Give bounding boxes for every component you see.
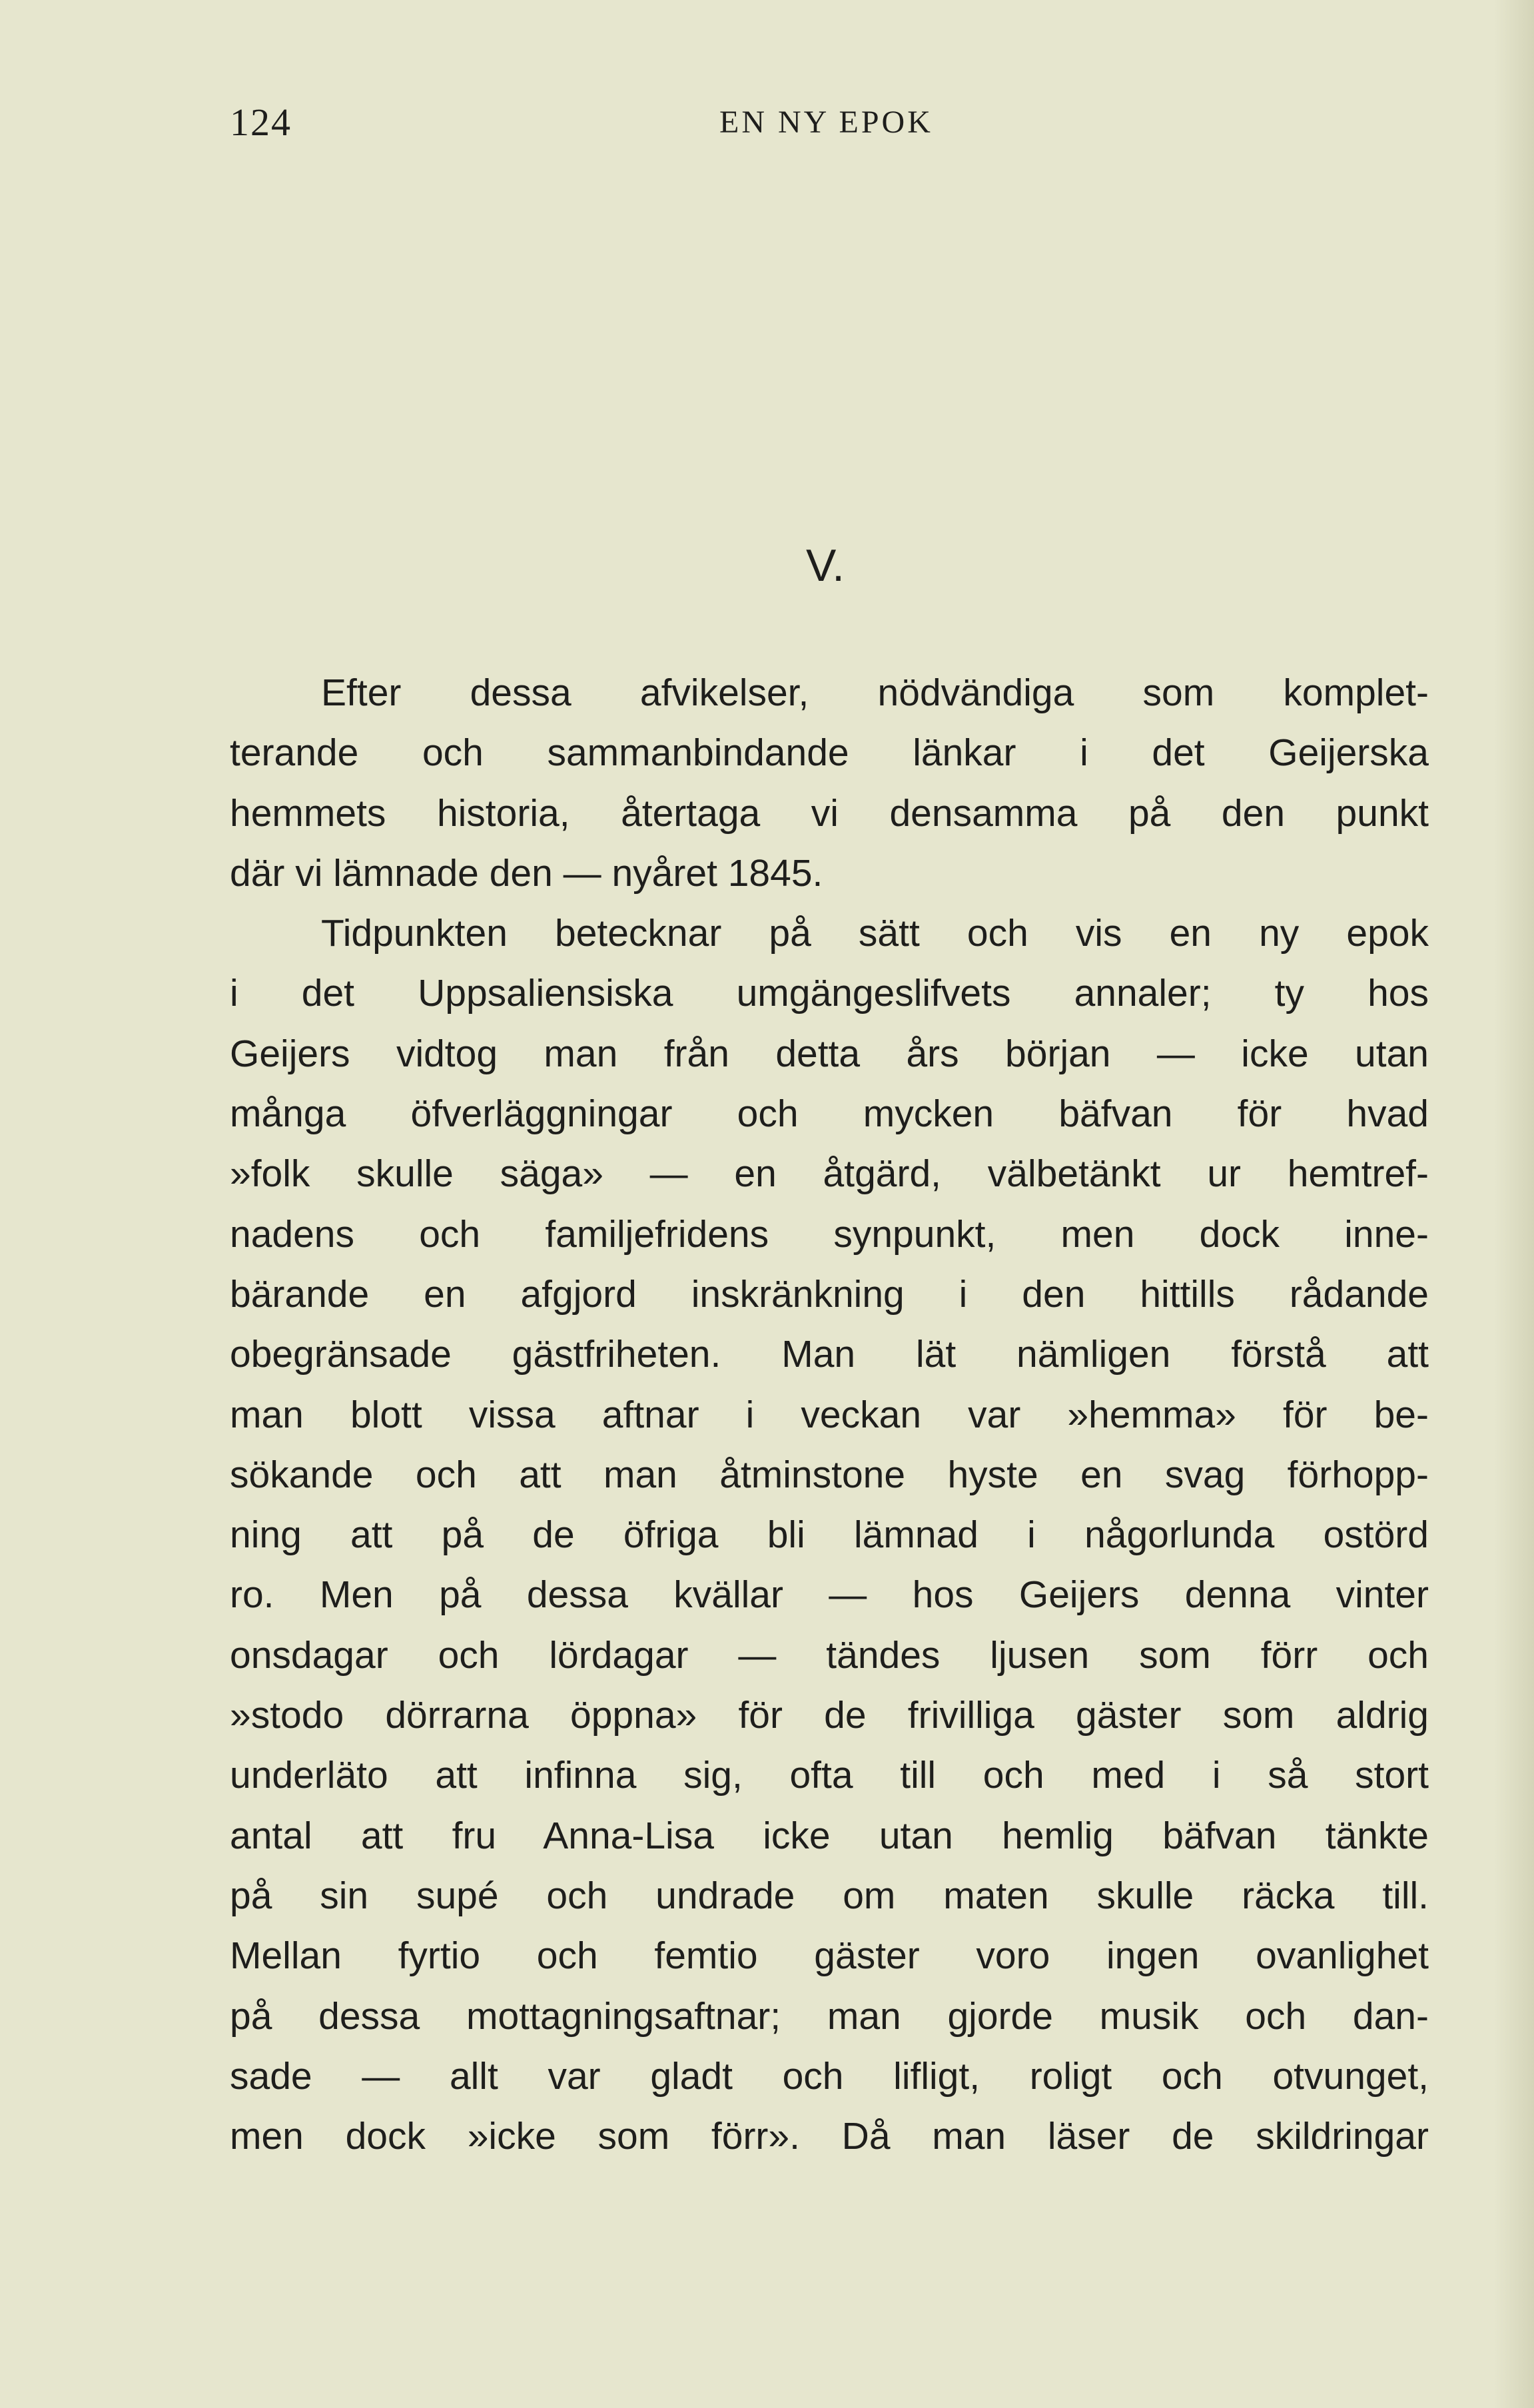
text-line: obegränsade gästfriheten. Man lät nämligen förstå att [230,1333,1429,1376]
text-line: »stodo dörrarna öppna» för de frivilliga gäster som aldrig [230,1694,1429,1737]
page-number: 124 [230,101,292,144]
text-line: sade — allt var gladt och lifligt, roligt och otvunget, [230,2054,1429,2098]
text-line: man blott vissa aftnar i veckan var »hemma» för be- [230,1393,1429,1436]
page-edge-shadow [1494,0,1534,2408]
text-line: Efter dessa afvikelser, nödvändiga som komplet- [321,671,1429,714]
text-line: onsdagar och lördagar — tändes ljusen som förr och [230,1633,1429,1677]
body-text [230,663,1429,2166]
text-line: i det Uppsaliensiska umgängeslifvets annaler; ty hos [230,972,1429,1015]
text-line: ning att på de öfriga bli lämnad i någorlunda ostörd [230,1513,1429,1557]
text-line: på sin supé och undrade om maten skulle räcka till. [230,1874,1429,1917]
text-line: antal att fru Anna-Lisa icke utan hemlig bäfvan tänkte [230,1814,1429,1857]
text-line: hemmets historia, återtaga vi densamma på den punkt [230,791,1429,835]
text-line: Mellan fyrtio och femtio gäster voro ingen ovanlighet [230,1934,1429,1978]
text-line: på dessa mottagningsaftnar; man gjorde musik och dan- [230,1994,1429,2038]
text-line: terande och sammanbindande länkar i det Geijerska [230,731,1429,775]
text-line: nadens och familjefridens synpunkt, men dock inne- [230,1212,1429,1256]
text-line: »folk skulle säga» — en åtgärd, välbetänkt ur hemtref- [230,1152,1429,1196]
text-line: Tidpunkten betecknar på sätt och vis en ny epok [321,912,1429,955]
text-line: många öfverläggningar och mycken bäfvan för hvad [230,1092,1429,1136]
running-title: EN NY EPOK [719,105,933,140]
text-line: ro. Men på dessa kvällar — hos Geijers denna vinter [230,1573,1429,1617]
text-line: Geijers vidtog man från detta års början — icke utan [230,1032,1429,1075]
section-number: V. [806,540,845,591]
text-line: där vi lämnade den — nyåret 1845. [230,851,823,895]
text-line: men dock »icke som förr». Då man läser de skildringar [230,2115,1429,2158]
text-line: bärande en afgjord inskränkning i den hittills rådande [230,1272,1429,1316]
text-line: sökande och att man åtminstone hyste en svag förhopp- [230,1453,1429,1496]
running-head [230,100,1429,153]
text-line: underläto att infinna sig, ofta till och med i så stort [230,1754,1429,1797]
